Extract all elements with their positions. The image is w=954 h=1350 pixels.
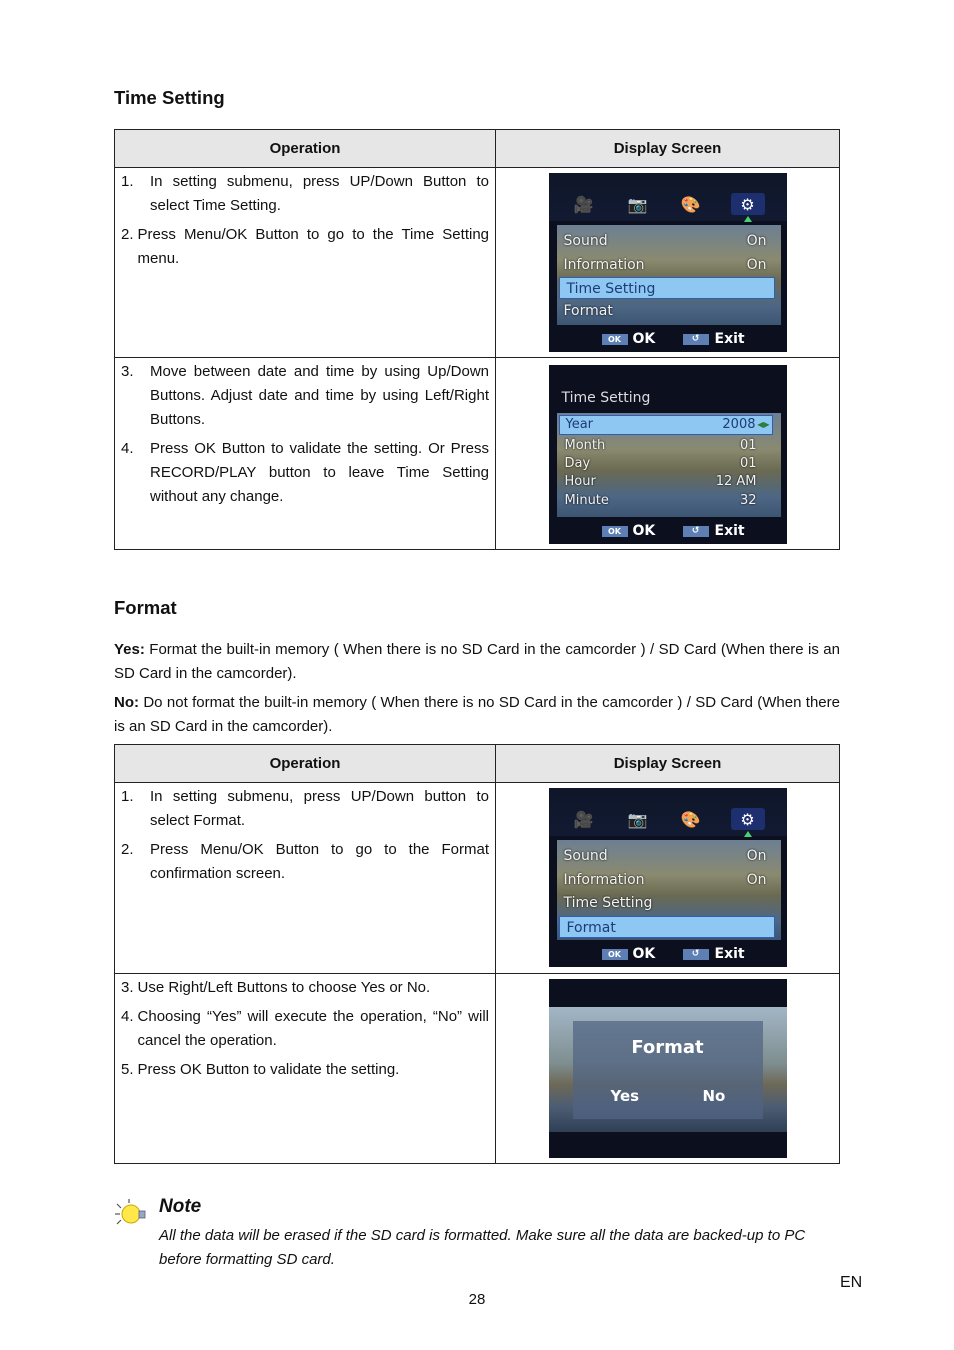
left-right-arrows-icon: ◀▶ xyxy=(757,420,770,429)
step-item xyxy=(121,1005,489,1053)
language-code: EN xyxy=(840,1274,863,1291)
step-text: In setting submenu, press UP/Down Button to select Time Setting. xyxy=(150,173,489,214)
gear-icon: ⚙ xyxy=(731,808,765,830)
display-screen-cell xyxy=(496,358,840,550)
note-title: Note xyxy=(159,1196,202,1217)
ok-label: OK xyxy=(632,523,656,539)
step-text: Press OK Button to validate the setting. xyxy=(137,1061,400,1078)
step-number: 4. xyxy=(121,1008,134,1025)
lightbulb-icon xyxy=(113,1198,147,1230)
video-camera-icon: 🎥 xyxy=(573,194,594,214)
screen-bottom-bar xyxy=(549,1132,787,1158)
step-item xyxy=(121,437,489,509)
settings-menu-screen xyxy=(549,788,787,967)
step-number: 1. xyxy=(121,788,134,805)
step-text: Move between date and time by using Up/Down Buttons. Adjust date and time by using Left/Right Buttons. xyxy=(150,363,489,428)
time-row-day: Day 01 xyxy=(564,456,757,471)
exit-label: Exit xyxy=(714,331,745,347)
screen-footer xyxy=(549,326,787,352)
step-number: 2. xyxy=(121,226,134,243)
display-screen-cell xyxy=(496,974,840,1164)
menu-item-sound: Sound On xyxy=(563,848,767,864)
menu-tab-bar xyxy=(549,788,787,836)
operation-header: Operation xyxy=(115,745,496,783)
settings-menu-screen xyxy=(549,173,787,352)
step-text: Choosing “Yes” will execute the operation, “No” will cancel the operation. xyxy=(137,1008,489,1049)
note-text: All the data will be erased if the SD card is formatted. Make sure all the data are backed-up to PC before formatting SD card. xyxy=(159,1227,806,1268)
menu-item-format: Format xyxy=(563,303,613,319)
display-screen-header: Display Screen xyxy=(496,130,840,168)
time-row-year: Year 2008 ◀▶ xyxy=(559,415,773,435)
operation-cell xyxy=(115,358,496,550)
format-dialog-title: Format xyxy=(631,1037,704,1058)
operation-cell xyxy=(115,783,496,974)
operation-header: Operation xyxy=(115,130,496,168)
ok-label: OK xyxy=(632,946,656,962)
step-list xyxy=(121,170,489,271)
menu-item-sound: Sound On xyxy=(563,233,767,249)
step-item xyxy=(121,785,489,833)
video-camera-icon: 🎥 xyxy=(573,809,594,829)
format-dialog xyxy=(573,1021,763,1119)
time-setting-screen-title: Time Setting xyxy=(561,390,651,406)
step-item xyxy=(121,976,489,1000)
selected-tab-marker xyxy=(744,831,752,837)
menu-item-information: Information On xyxy=(563,872,767,888)
camera-icon: 📷 xyxy=(627,809,648,829)
operation-cell xyxy=(115,168,496,358)
menu-tab-bar xyxy=(549,173,787,221)
gear-icon: ⚙ xyxy=(731,193,765,215)
step-list xyxy=(121,785,489,886)
time-row-hour: Hour 12 AM xyxy=(564,474,757,489)
step-item xyxy=(121,223,489,271)
palette-icon: 🎨 xyxy=(680,809,701,829)
step-list xyxy=(121,360,489,509)
step-text: Press Menu/OK Button to go to the Time Setting menu. xyxy=(137,226,489,267)
step-number: 1. xyxy=(121,173,134,190)
palette-icon: 🎨 xyxy=(680,194,701,214)
selected-tab-marker xyxy=(744,216,752,222)
step-item xyxy=(121,1058,489,1082)
step-text: Press Menu/OK Button to go to the Format confirmation screen. xyxy=(150,841,489,882)
no-label: No: xyxy=(114,694,139,711)
no-option: No xyxy=(702,1087,726,1105)
menu-item-information: Information On xyxy=(563,257,767,273)
step-text: In setting submenu, press UP/Down button to select Format. xyxy=(150,788,489,829)
exit-label: Exit xyxy=(714,946,745,962)
screen-footer xyxy=(549,518,787,544)
step-number: 2. xyxy=(121,841,134,858)
time-setting-table xyxy=(114,129,840,550)
step-number: 5. xyxy=(121,1061,134,1078)
step-item xyxy=(121,170,489,218)
display-screen-cell xyxy=(496,168,840,358)
format-confirmation-screen xyxy=(549,979,787,1158)
step-list xyxy=(121,976,489,1082)
yes-option: Yes xyxy=(610,1087,640,1105)
menu-item-time-setting: Time Setting xyxy=(559,277,775,299)
time-row-month: Month 01 xyxy=(564,438,757,453)
display-screen-cell xyxy=(496,783,840,974)
step-number: 4. xyxy=(121,440,134,457)
ok-badge: OK xyxy=(602,526,628,537)
page-number: 28 xyxy=(468,1291,486,1308)
step-text: Press OK Button to validate the setting. Or Press RECORD/PLAY button to leave Time Setting without any change. xyxy=(150,440,489,505)
display-screen-header: Display Screen xyxy=(496,745,840,783)
format-yes-description xyxy=(114,638,840,686)
step-item xyxy=(121,838,489,886)
camera-icon: 📷 xyxy=(627,194,648,214)
format-no-description xyxy=(114,691,840,739)
ok-label: OK xyxy=(632,331,656,347)
screen-footer xyxy=(549,941,787,967)
no-text: Do not format the built-in memory ( When there is no SD Card in the camcorder ) / SD Card (When there is an SD Card in the camcorder). xyxy=(114,694,840,735)
menu-item-format: Format xyxy=(559,916,775,938)
return-icon: ↺ xyxy=(683,949,709,960)
exit-label: Exit xyxy=(714,523,745,539)
step-number: 3. xyxy=(121,363,134,380)
ok-badge: OK xyxy=(602,949,628,960)
section-title-time-setting: Time Setting xyxy=(114,87,225,108)
step-text: Use Right/Left Buttons to choose Yes or No. xyxy=(137,979,431,996)
yes-text: Format the built-in memory ( When there is no SD Card in the camcorder ) / SD Card (When there is an SD Card in the camcorder). xyxy=(114,641,840,682)
step-number: 3. xyxy=(121,979,134,996)
return-icon: ↺ xyxy=(683,526,709,537)
format-table xyxy=(114,744,840,1164)
step-item xyxy=(121,360,489,432)
yes-label: Yes: xyxy=(114,641,145,658)
time-row-minute: Minute 32 xyxy=(564,493,757,508)
ok-badge: OK xyxy=(602,334,628,345)
menu-item-time-setting: Time Setting xyxy=(563,895,653,911)
screen-top-bar xyxy=(549,979,787,1007)
time-setting-screen xyxy=(549,365,787,544)
section-title-format: Format xyxy=(114,597,177,618)
operation-cell xyxy=(115,974,496,1164)
return-icon: ↺ xyxy=(683,334,709,345)
